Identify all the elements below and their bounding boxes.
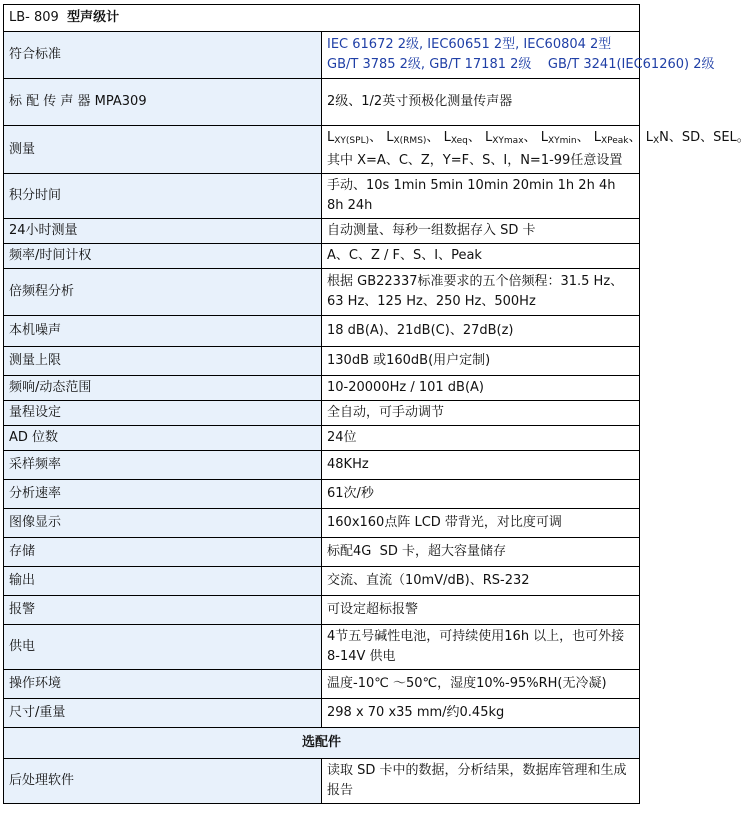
row-label: 测量 bbox=[4, 126, 322, 174]
row-label: 分析速率 bbox=[4, 480, 322, 509]
spec-table bbox=[3, 4, 750, 804]
spec-row-integration-time bbox=[4, 174, 640, 219]
row-label: 报警 bbox=[4, 596, 322, 625]
row-value: 标配4G SD 卡，超大容量储存 bbox=[322, 538, 640, 567]
row-label: 供电 bbox=[4, 625, 322, 670]
spec-row-display bbox=[4, 509, 640, 538]
title-row bbox=[4, 5, 640, 32]
measure-line-1 bbox=[327, 128, 750, 151]
spec-row-noise bbox=[4, 316, 640, 347]
row-value: 温度-10℃ ～50℃，湿度10%-95%RH(无冷凝) bbox=[322, 670, 640, 699]
row-label: 频率/时间计权 bbox=[4, 244, 322, 269]
row-label: 尺寸/重量 bbox=[4, 699, 322, 728]
row-label: 倍频程分析 bbox=[4, 269, 322, 316]
spec-row-size-weight bbox=[4, 699, 640, 728]
measure-item: $L_{Xeq}$、 bbox=[443, 130, 481, 146]
row-value: A、C、Z / F、S、I、Peak bbox=[322, 244, 640, 269]
row-label: 操作环境 bbox=[4, 670, 322, 699]
row-value: 手动、10s 1min 5min 10min 20min 1h 2h 4h 8h 24h bbox=[322, 174, 640, 219]
row-label: 图像显示 bbox=[4, 509, 322, 538]
row-label: AD 位数 bbox=[4, 426, 322, 451]
row-value: 298 x 70 x35 mm/约0.45kg bbox=[322, 699, 640, 728]
row-value: 48KHz bbox=[322, 451, 640, 480]
spec-row-frequency-response bbox=[4, 376, 640, 401]
row-value: 全自动，可手动调节 bbox=[322, 401, 640, 426]
section-header-row bbox=[4, 728, 640, 759]
row-label: 存储 bbox=[4, 538, 322, 567]
row-label: 测量上限 bbox=[4, 347, 322, 376]
row-value: 可设定超标报警 bbox=[322, 596, 640, 625]
row-value: 自动测量、每秒一组数据存入 SD 卡 bbox=[322, 219, 640, 244]
spec-row-ad-bits bbox=[4, 426, 640, 451]
row-value: 160x160点阵 LCD 带背光，对比度可调 bbox=[322, 509, 640, 538]
spec-row-octave bbox=[4, 269, 640, 316]
spec-row-alarm bbox=[4, 596, 640, 625]
measure-line-2: 其中 X=A、C、Z，Y=F、S、I，N=1-99任意设置 bbox=[327, 153, 623, 168]
standards-line-2: GB/T 3785 2级, GB/T 17181 2级 GB/T 3241(IEC61260) 2级 bbox=[327, 57, 715, 72]
measure-item: $L_{XPeak}$、 bbox=[593, 130, 642, 146]
row-value: 读取 SD 卡中的数据，分析结果，数据库管理和生成报告 bbox=[322, 759, 640, 804]
row-label: 标 配 传 声 器 MPA309 bbox=[4, 79, 322, 126]
row-label: 采样频率 bbox=[4, 451, 322, 480]
spec-row-sample-rate bbox=[4, 451, 640, 480]
spec-row-power bbox=[4, 625, 640, 670]
row-value: 61次/秒 bbox=[322, 480, 640, 509]
spec-row-weighting bbox=[4, 244, 640, 269]
row-label: 量程设定 bbox=[4, 401, 322, 426]
measure-item: $L_{XY(SPL)}$、 bbox=[327, 130, 383, 146]
product-name: 型声级计 bbox=[67, 10, 120, 25]
spec-row-upper-limit bbox=[4, 347, 640, 376]
spec-row-range bbox=[4, 401, 640, 426]
measure-item: $L_XN$、SD、SEL。 bbox=[645, 130, 750, 146]
row-value: 2级、1/2英寸预极化测量传声器 bbox=[322, 79, 640, 126]
measure-item: $L_{X(RMS)}$、 bbox=[386, 130, 440, 146]
row-label: 本机噪声 bbox=[4, 316, 322, 347]
spec-row-storage bbox=[4, 538, 640, 567]
measure-item: $L_{XYmax}$、 bbox=[485, 130, 537, 146]
model-number: LB- 809 bbox=[9, 10, 59, 25]
row-label: 后处理软件 bbox=[4, 759, 322, 804]
row-label: 积分时间 bbox=[4, 174, 322, 219]
spec-row-output bbox=[4, 567, 640, 596]
title-cell bbox=[4, 5, 640, 32]
row-value: 交流、直流（10mV/dB)、RS-232 bbox=[322, 567, 640, 596]
spec-row-analysis-rate bbox=[4, 480, 640, 509]
row-label: 频响/动态范围 bbox=[4, 376, 322, 401]
spec-row-microphone bbox=[4, 79, 640, 126]
row-value: 18 dB(A)、21dB(C)、27dB(z) bbox=[322, 316, 640, 347]
measure-item: $L_{XYmin}$、 bbox=[540, 130, 590, 146]
row-value: 4节五号碱性电池，可持续使用16h 以上，也可外接8-14V 供电 bbox=[322, 625, 640, 670]
row-label: 符合标准 bbox=[4, 32, 322, 79]
row-value: 24位 bbox=[322, 426, 640, 451]
spec-row-measurement bbox=[4, 126, 640, 174]
row-label: 输出 bbox=[4, 567, 322, 596]
row-value bbox=[322, 32, 715, 79]
standards-line-1: IEC 61672 2级, IEC60651 2型, IEC60804 2型 bbox=[327, 37, 612, 52]
row-value: 根据 GB22337标准要求的五个倍频程：31.5 Hz、63 Hz、125 Hz、250 Hz、500Hz bbox=[322, 269, 640, 316]
section-header: 选配件 bbox=[4, 728, 640, 759]
spec-sheet bbox=[3, 4, 750, 804]
row-value bbox=[322, 126, 750, 174]
row-label: 24小时测量 bbox=[4, 219, 322, 244]
spec-row-environment bbox=[4, 670, 640, 699]
spec-row-software bbox=[4, 759, 640, 804]
spec-row-24h bbox=[4, 219, 640, 244]
row-value: 10-20000Hz / 101 dB(A) bbox=[322, 376, 640, 401]
spec-row-standards bbox=[4, 32, 640, 79]
row-value: 130dB 或160dB(用户定制) bbox=[322, 347, 640, 376]
